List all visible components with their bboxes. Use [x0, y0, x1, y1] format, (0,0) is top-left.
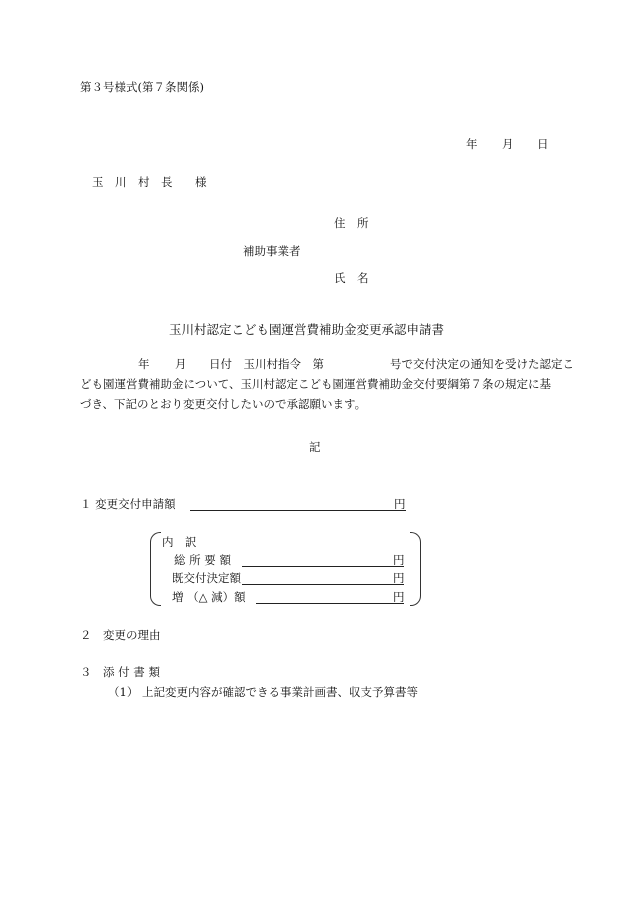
breakdown-change-line [256, 603, 404, 604]
item3-label: ３ 添 付 書 類 [80, 665, 160, 679]
breakdown-existing-label: 既交付決定額 [172, 571, 241, 585]
breakdown-existing-unit: 円 [393, 571, 405, 585]
form-number: 第３号様式(第７条関係) [80, 80, 204, 94]
breakdown-total-unit: 円 [393, 553, 405, 567]
item1-label: １ 変更交付申請額 [80, 497, 176, 511]
addressee-name: 玉 川 村 長 [92, 175, 173, 189]
date-month-label: 月 [502, 137, 514, 151]
breakdown-change-label: 増 （△ 減）額 [172, 590, 246, 604]
breakdown-heading: 内 訳 [162, 535, 197, 549]
body-line3: づき、下記のとおり変更交付したいので承認願います。 [80, 397, 367, 411]
body-month: 月 [175, 357, 187, 371]
breakdown-existing-line [242, 584, 404, 585]
item3-sub: （1） 上記変更内容が確認できる事業計画書、収支予算書等 [108, 685, 418, 699]
body-year: 年 [138, 357, 150, 371]
ki-heading: 記 [309, 440, 321, 454]
item2-label: ２ 変更の理由 [80, 628, 161, 642]
document-title: 玉川村認定こども園運営費補助金変更承認申請書 [169, 322, 445, 337]
breakdown-total-label: 総 所 要 額 [174, 553, 231, 567]
item1-unit: 円 [394, 497, 406, 511]
item1-amount-line [190, 510, 406, 511]
date-year-label: 年 [466, 137, 478, 151]
breakdown-left-bracket [150, 532, 161, 606]
name-label: 氏 名 [334, 271, 369, 285]
breakdown-change-unit: 円 [393, 590, 405, 604]
applicant-role-label: 補助事業者 [243, 244, 301, 258]
date-day-label: 日 [537, 137, 549, 151]
body-day-notice-number: 日付 玉川村指令 第 [209, 357, 324, 371]
breakdown-right-bracket [410, 532, 421, 606]
address-label: 住 所 [334, 216, 369, 230]
body-line2: ども園運営費補助金について、玉川村認定こども園運営費補助金交付要綱第７条の規定に基 [80, 377, 552, 391]
addressee-honorific: 様 [195, 175, 207, 189]
breakdown-total-line [242, 566, 404, 567]
body-line1-rest: 号で交付決定の通知を受けた認定こ [390, 357, 574, 371]
